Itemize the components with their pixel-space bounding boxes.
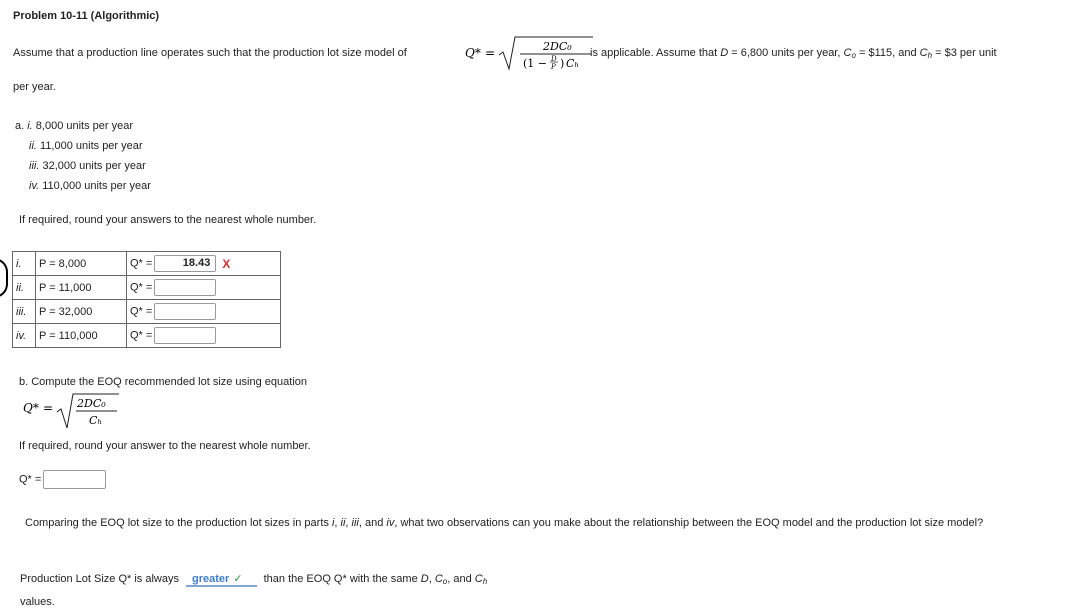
row-number: iv. bbox=[13, 324, 36, 348]
svg-text:Cₕ: Cₕ bbox=[566, 57, 580, 70]
p-value: P = 110,000 bbox=[36, 324, 127, 348]
row-number: iii. bbox=[13, 300, 36, 324]
q-label: Q* = bbox=[19, 473, 42, 486]
part-b-answer-row bbox=[19, 470, 106, 489]
list-item: a. i. 8,000 units per year bbox=[15, 120, 134, 132]
final-statement: Production Lot Size Q* is always greater ✓ than the EOQ Q* with the same D, $C_o$, and $C_h$ bbox=[20, 573, 488, 586]
intro-text-before: Assume that a production line operates such that the production lot size model of bbox=[13, 47, 407, 59]
table-row bbox=[13, 252, 281, 276]
problem-title: Problem 10-11 (Algorithmic) bbox=[13, 10, 160, 22]
p-value: P = 32,000 bbox=[36, 300, 127, 324]
eoq-answer-input[interactable] bbox=[43, 470, 106, 489]
table-row bbox=[13, 300, 281, 324]
svg-text:2DC₀: 2DC₀ bbox=[543, 40, 572, 53]
svg-text:Cₕ: Cₕ bbox=[89, 414, 103, 427]
svg-text:=: = bbox=[485, 46, 496, 60]
q-label: Q* = bbox=[130, 329, 153, 342]
row-number: ii. bbox=[13, 276, 36, 300]
p-value: P = 11,000 bbox=[36, 276, 127, 300]
answer-input-iii[interactable] bbox=[154, 303, 216, 320]
production-lot-formula bbox=[465, 35, 595, 73]
round-note-a: If required, round your answers to the nearest whole number. bbox=[19, 214, 317, 226]
intro-paragraph bbox=[13, 40, 1063, 77]
answer-input-iv[interactable] bbox=[154, 327, 216, 344]
table-row bbox=[13, 324, 281, 348]
svg-text:): ) bbox=[560, 57, 565, 70]
q-label: Q* = bbox=[130, 305, 153, 318]
svg-text:Q*: Q* bbox=[465, 46, 481, 60]
final-values-word: values. bbox=[20, 596, 55, 608]
incorrect-icon: X bbox=[222, 256, 231, 271]
row-number: i. bbox=[13, 252, 36, 276]
part-b-prompt: b. Compute the EOQ recommended lot size using equation bbox=[19, 376, 307, 388]
svg-text:D: D bbox=[551, 55, 557, 63]
answer-cell bbox=[127, 300, 281, 324]
q-label: Q* = bbox=[130, 281, 153, 294]
table-row bbox=[13, 276, 281, 300]
list-item: iii. 32,000 units per year bbox=[29, 160, 146, 172]
eoq-formula bbox=[19, 390, 129, 430]
list-item: iv. 110,000 units per year bbox=[29, 180, 151, 192]
part-a-list bbox=[15, 116, 151, 196]
round-note-b: If required, round your answer to the nearest whole number. bbox=[19, 440, 311, 452]
svg-text:2DC₀: 2DC₀ bbox=[77, 397, 106, 410]
compare-question: Comparing the EOQ lot size to the production lot sizes in parts i, ii, iii, and iv, what two observations can you make about the relationship between the EOQ model and the production lot size model? bbox=[25, 517, 984, 529]
correct-check-icon: ✓ bbox=[233, 573, 243, 585]
comparison-dropdown[interactable]: greater ✓ bbox=[186, 572, 257, 587]
production-lot-table bbox=[12, 251, 281, 348]
answer-cell bbox=[127, 252, 281, 276]
intro-line2: per year. bbox=[13, 81, 56, 93]
p-value: P = 8,000 bbox=[36, 252, 127, 276]
list-item: ii. 11,000 units per year bbox=[29, 140, 143, 152]
q-label: Q* = bbox=[130, 257, 153, 270]
answer-cell bbox=[127, 324, 281, 348]
side-bracket bbox=[0, 258, 8, 298]
answer-input-i[interactable]: 18.43 bbox=[154, 255, 216, 272]
svg-text:(1 −: (1 − bbox=[523, 57, 548, 70]
answer-input-ii[interactable] bbox=[154, 279, 216, 296]
intro-text-after: is applicable. Assume that D = 6,800 units per year, $C_o$ = $115, and $C_h$ = $3 per unit bbox=[590, 47, 997, 60]
answer-cell bbox=[127, 276, 281, 300]
svg-text:P: P bbox=[551, 63, 556, 71]
svg-text:Q*: Q* bbox=[23, 401, 39, 415]
svg-text:=: = bbox=[43, 401, 54, 415]
